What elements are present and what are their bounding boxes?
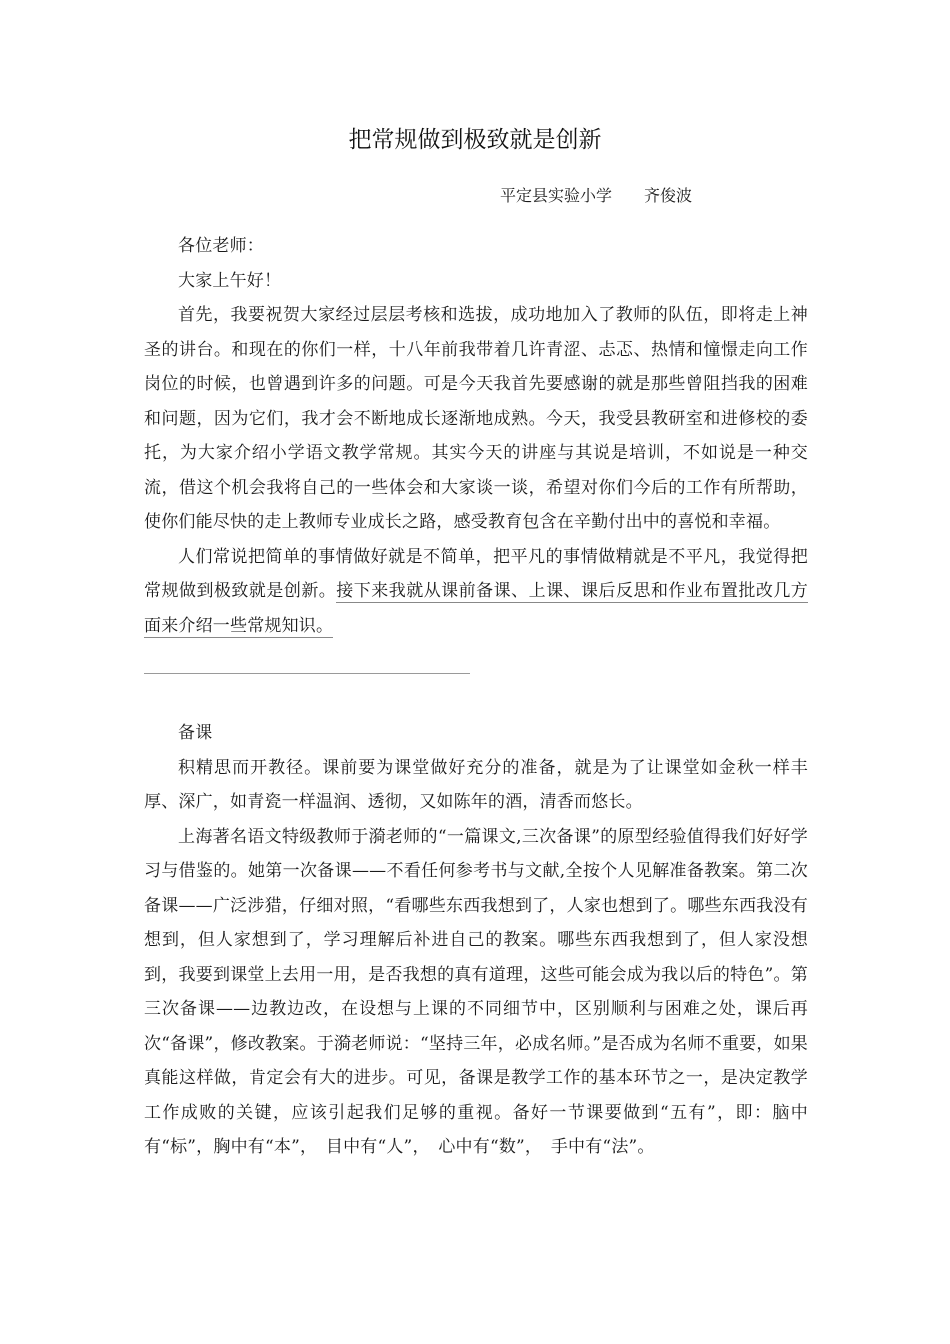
intro-paragraph: 首先，我要祝贺大家经过层层考核和选拔，成功地加入了教师的队伍，即将走上神圣的讲台。和现在的你们一样，十八年前我带着几许青涩、忐忑、热情和憧憬走向工作岗位的时候，也曾遇到许多的问题。可是今天我首先要感谢的就是那些曾阻挡我的困难和问题，因为它们，我才会不断地成长逐渐地成熟。今天，我受县教研室和进修校的委托，为大家介绍小学语文教学常规。其实今天的讲座与其说是培训，不如说是一种交流，借这个机会我将自己的一些体会和大家谈一谈，希望对你们今后的工作有所帮助，使你们能尽快的走上教师专业成长之路，感受教育包含在辛勤付出中的喜悦和幸福。 [144,305,808,532]
underline-rule [144,673,470,674]
author-byline: 平定县实验小学 齐俊波 [500,186,693,205]
salutation: 各位老师： [178,236,264,256]
intro-block [144,229,808,643]
lesson-prep-section [144,716,808,1165]
document-title: 把常规做到极致就是创新 [348,127,602,153]
section-paragraph-2: 上海著名语文特级教师于漪老师的“一篇课文,三次备课”的原型经验值得我们好好学习与借鉴的。她第一次备课——不看任何参考书与文献,全按个人见解准备教案。第二次备课——广泛涉猎，仔细对照，“看哪些东西我想到了，人家也想到了。哪些东西我没有想到，但人家想到了，学习理解后补进自己的教案。哪些东西我想到了，但人家没想到，我要到课堂上去用一用，是否我想的真有道理，这些可能会成为我以后的特色”。第三次备课——边教边改，在设想与上课的不同细节中，区别顺利与困难之处，课后再次“备课”，修改教案。于漪老师说：“坚持三年，必成名师。”是否成为名师不重要，如果真能这样做，肯定会有大的进步。可见，备课是教学工作的基本环节之一，是决定教学工作成败的关键，应该引起我们足够的重视。备好一节课要做到“五有”，即：脑中有“标”，胸中有“本”， 目中有“人”， 心中有“数”， 手中有“法”。 [144,826,808,1157]
thesis-underlined-text: 接下来我就从课前备课、上课、课后反思和作业布置批改几方面来介绍一些常规知识。 [144,581,808,636]
greeting: 大家上午好！ [178,270,282,291]
section-paragraph-1: 积精思而开教径。课前要为课堂做好充分的准备，就是为了让课堂如金秋一样丰厚、深广，如青瓷一样温润、透彻，又如陈年的酒，清香而悠长。 [144,757,808,812]
thesis-paragraph [144,540,808,644]
section-heading: 备课 [178,723,213,743]
thesis-paragraph-start: 人们常说把简单的事情做好就是不简单，把平凡的事情做精就是不平凡，我觉得把常规做到极致就是创新。 [144,546,808,601]
